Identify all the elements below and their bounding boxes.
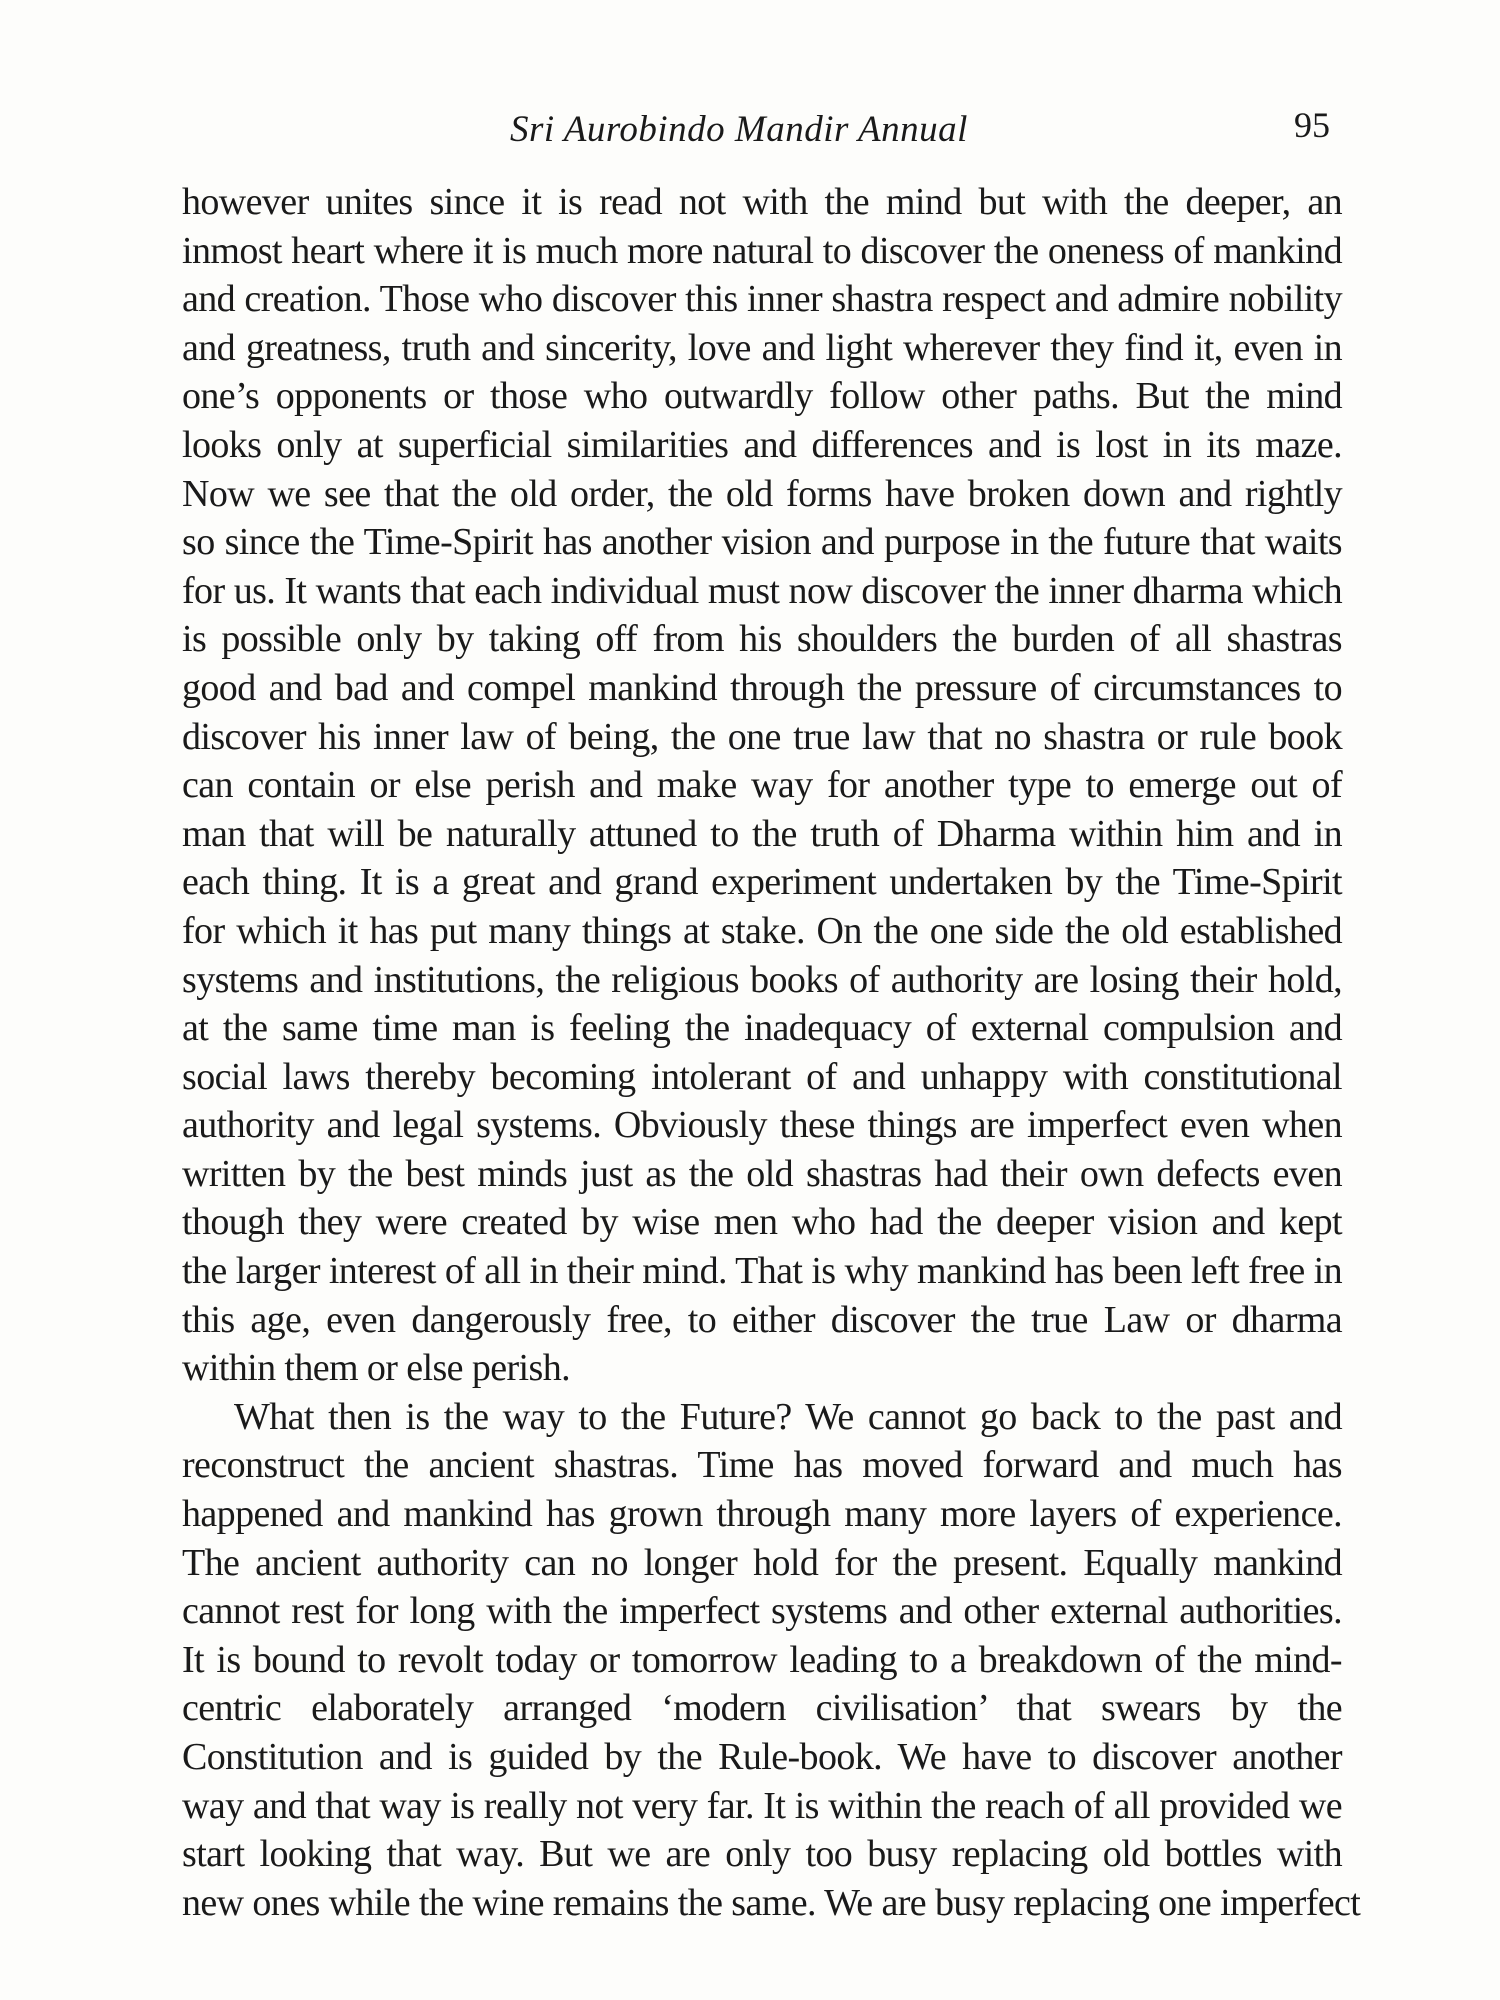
text-line: The ancient authority can no longer hold for the present. Equally mankind [182, 1541, 1342, 1584]
text-line: this age, even dangerously free, to either discover the true Law or dharma [182, 1298, 1342, 1341]
text-line: authority and legal systems. Obviously these things are imperfect even when [182, 1104, 1342, 1147]
text-line: for us. It wants that each individual must now discover the inner dharma which [182, 569, 1342, 612]
text-line: is possible only by taking off from his shoulders the burden of all shastras [182, 618, 1342, 661]
text-line: the larger interest of all in their mind. That is why mankind has been left free in [182, 1250, 1342, 1293]
text-line: start looking that way. But we are only too busy replacing old bottles with [182, 1833, 1342, 1876]
text-line: cannot rest for long with the imperfect systems and other external authorities. [182, 1590, 1342, 1633]
text-line: man that will be naturally attuned to the truth of Dharma within him and in [182, 812, 1342, 855]
text-line: discover his inner law of being, the one true law that no shastra or rule book [182, 715, 1342, 758]
text-line: Constitution and is guided by the Rule-book. We have to discover another [182, 1736, 1342, 1778]
text-line: can contain or else perish and make way for another type to emerge out of [182, 764, 1342, 807]
text-line: reconstruct the ancient shastras. Time has moved forward and much has [182, 1444, 1342, 1487]
text-line: one’s opponents or those who outwardly follow other paths. But the mind [182, 375, 1342, 418]
text-line: What then is the way to the Future? We cannot go back to the past and [234, 1395, 1342, 1438]
text-line: inmost heart where it is much more natural to discover the oneness of mankind [182, 229, 1342, 272]
text-line: happened and mankind has grown through many more layers of experience. [182, 1493, 1342, 1536]
text-line: It is bound to revolt today or tomorrow leading to a breakdown of the mind- [182, 1638, 1342, 1681]
text-line: new ones while the wine remains the same. We are busy replacing one imperfect [182, 1881, 1361, 1924]
text-line: each thing. It is a great and grand experiment undertaken by the Time-Spirit [182, 861, 1342, 904]
text-line: written by the best minds just as the old shastras had their own defects even [182, 1152, 1342, 1195]
text-line: at the same time man is feeling the inadequacy of external compulsion and [182, 1007, 1342, 1050]
text-line: though they were created by wise men who had the deeper vision and kept [182, 1201, 1342, 1244]
text-line: however unites since it is read not with the mind but with the deeper, an [182, 181, 1342, 223]
text-line: for which it has put many things at stake. On the one side the old established [182, 909, 1342, 952]
text-line: way and that way is really not very far. It is within the reach of all provided we [182, 1784, 1342, 1827]
text-line: centric elaborately arranged ‘modern civilisation’ that swears by the [182, 1687, 1342, 1730]
running-head-title: Sri Aurobindo Mandir Annual [510, 109, 968, 150]
page-number: 95 [1294, 105, 1330, 145]
text-line: so since the Time-Spirit has another vision and purpose in the future that waits [182, 521, 1342, 564]
text-line: systems and institutions, the religious books of authority are losing their hold, [182, 958, 1342, 1001]
text-line: within them or else perish. [182, 1347, 570, 1390]
text-line: looks only at superficial similarities and differences and is lost in its maze. [182, 423, 1342, 466]
paragraph [182, 178, 1342, 1393]
paragraph [182, 1393, 1361, 1928]
text-line: social laws thereby becoming intolerant of and unhappy with constitutional [182, 1055, 1342, 1098]
text-line: Now we see that the old order, the old forms have broken down and rightly [182, 472, 1342, 515]
text-line: and greatness, truth and sincerity, love and light wherever they find it, even in [182, 326, 1342, 369]
text-line: and creation. Those who discover this inner shastra respect and admire nobility [182, 278, 1342, 321]
text-line: good and bad and compel mankind through the pressure of circumstances to [182, 666, 1342, 709]
body-text [182, 178, 1361, 1927]
